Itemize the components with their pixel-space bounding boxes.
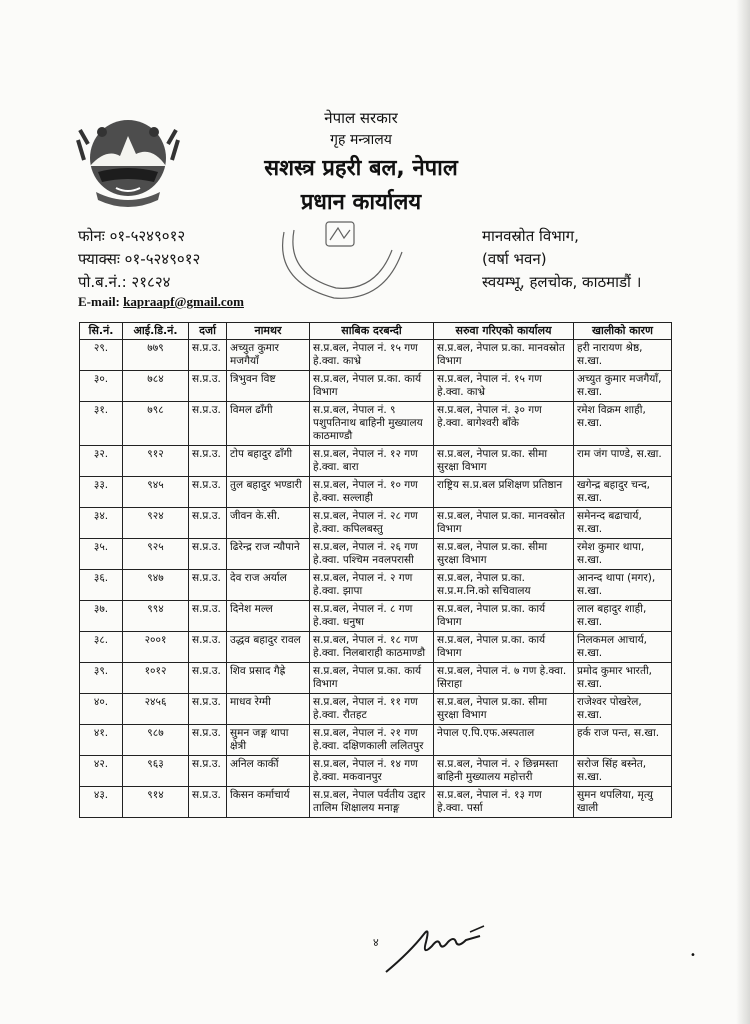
table-row [80, 756, 672, 787]
name-cell: टोप बहादुर ढाँगी [227, 446, 310, 477]
serial-cell: २९. [80, 340, 123, 371]
serial-cell: ४३. [80, 787, 123, 818]
vacancy-reason-cell: प्रमोद कुमार भारती, स.खा. [574, 663, 672, 694]
id-cell: ७९८ [123, 402, 189, 446]
column-header: दर्जा [189, 323, 227, 340]
transferred-office-cell: स.प्र.बल, नेपाल प्र.का. मानवस्रोत विभाग [434, 508, 574, 539]
table-row [80, 725, 672, 756]
vacancy-reason-cell: निलकमल आचार्य, स.खा. [574, 632, 672, 663]
previous-post-cell: स.प्र.बल, नेपाल नं. ९ पशुपतिनाथ बाहिनी मुख्यालय काठमाण्डौ [310, 402, 434, 446]
vacancy-reason-cell: लाल बहादुर शाही, स.खा. [574, 601, 672, 632]
transferred-office-cell: स.प्र.बल, नेपाल प्र.का. कार्य विभाग [434, 601, 574, 632]
name-cell: विमल ढाँगी [227, 402, 310, 446]
table-row [80, 508, 672, 539]
table-row [80, 539, 672, 570]
serial-cell: ३२. [80, 446, 123, 477]
previous-post-cell: स.प्र.बल, नेपाल प्र.का. कार्य विभाग [310, 663, 434, 694]
name-cell: जीवन के.सी. [227, 508, 310, 539]
id-cell: ९४५ [123, 477, 189, 508]
table-row [80, 340, 672, 371]
serial-cell: ३६. [80, 570, 123, 601]
id-cell: २००१ [123, 632, 189, 663]
previous-post-cell: स.प्र.बल, नेपाल नं. १८ गण हे.क्वा. निलबाराही काठमाण्डौ [310, 632, 434, 663]
serial-cell: ३७. [80, 601, 123, 632]
table-row [80, 446, 672, 477]
serial-cell: ३३. [80, 477, 123, 508]
table-row [80, 477, 672, 508]
transferred-office-cell: राष्ट्रिय स.प्र.बल प्रशिक्षण प्रतिष्ठान [434, 477, 574, 508]
name-cell: अच्युत कुमार मजगैयाँ [227, 340, 310, 371]
rank-cell: स.प्र.उ. [189, 371, 227, 402]
office-department: मानवस्रोत विभाग, [482, 227, 579, 245]
office-building: (वर्षा भवन) [482, 250, 547, 268]
id-cell: ९२४ [123, 508, 189, 539]
vacancy-reason-cell: राजेश्वर पोखरेल, स.खा. [574, 694, 672, 725]
email-label: E-mail: [78, 294, 120, 309]
vacancy-reason-cell: आनन्द थापा (मगर), स.खा. [574, 570, 672, 601]
header-line-government: नेपाल सरकार [324, 109, 398, 127]
column-header: खालीको कारण [574, 323, 672, 340]
office-stamp [264, 212, 414, 308]
id-cell: ९१४ [123, 787, 189, 818]
vacancy-reason-cell: रमेश विक्रम शाही, स.खा. [574, 402, 672, 446]
serial-cell: ४२. [80, 756, 123, 787]
previous-post-cell: स.प्र.बल, नेपाल नं. २ गण हे.क्वा. झापा [310, 570, 434, 601]
email-address[interactable]: kapraapf@gmail.com [123, 294, 244, 309]
column-header: साबिक दरबन्दी [310, 323, 434, 340]
column-header: नामथर [227, 323, 310, 340]
table-row [80, 663, 672, 694]
column-header: सि.नं. [80, 323, 123, 340]
name-cell: ढिरेन्द्र राज न्यौपाने [227, 539, 310, 570]
previous-post-cell: स.प्र.बल, नेपाल प्र.का. कार्य विभाग [310, 371, 434, 402]
id-cell: २४५६ [123, 694, 189, 725]
name-cell: तुल बहादुर भण्डारी [227, 477, 310, 508]
table-row [80, 632, 672, 663]
previous-post-cell: स.प्र.बल, नेपाल नं. २१ गण हे.क्वा. दक्षिणकाली ललितपुर [310, 725, 434, 756]
id-cell: ९२५ [123, 539, 189, 570]
previous-post-cell: स.प्र.बल, नेपाल नं. ८ गण हे.क्वा. धनुषा [310, 601, 434, 632]
rank-cell: स.प्र.उ. [189, 477, 227, 508]
transfer-table [79, 322, 672, 818]
fax-number: फ्याक्सः ०१-५२४९०१२ [78, 250, 201, 268]
name-cell: किसन कर्माचार्य [227, 787, 310, 818]
rank-cell: स.प्र.उ. [189, 402, 227, 446]
transferred-office-cell: स.प्र.बल, नेपाल प्र.का. स.प्र.म.नि.को सचिवालय [434, 570, 574, 601]
previous-post-cell: स.प्र.बल, नेपाल नं. १४ गण हे.क्वा. मकवानपुर [310, 756, 434, 787]
table-row [80, 694, 672, 725]
page-number: ४ [373, 936, 379, 949]
rank-cell: स.प्र.उ. [189, 340, 227, 371]
serial-cell: ३४. [80, 508, 123, 539]
rank-cell: स.प्र.उ. [189, 694, 227, 725]
transferred-office-cell: स.प्र.बल, नेपाल प्र.का. सीमा सुरक्षा विभाग [434, 446, 574, 477]
previous-post-cell: स.प्र.बल, नेपाल पर्वतीय उद्दार तालिम शिक्षालय मनाङ्ग [310, 787, 434, 818]
name-cell: देव राज अर्याल [227, 570, 310, 601]
scan-mark: • [690, 950, 696, 961]
header-line-ministry: गृह मन्त्रालय [330, 132, 392, 148]
id-cell: ७७९ [123, 340, 189, 371]
previous-post-cell: स.प्र.बल, नेपाल नं. १५ गण हे.क्वा. काभ्रे [310, 340, 434, 371]
rank-cell: स.प्र.उ. [189, 446, 227, 477]
po-box: पो.ब.नं.: २१८२४ [78, 273, 171, 291]
transferred-office-cell: स.प्र.बल, नेपाल नं. ३० गण हे.क्वा. बागेश्वरी बाँके [434, 402, 574, 446]
previous-post-cell: स.प्र.बल, नेपाल नं. ११ गण हे.क्वा. रौतहट [310, 694, 434, 725]
previous-post-cell: स.प्र.बल, नेपाल नं. १२ गण हे.क्वा. बारा [310, 446, 434, 477]
name-cell: अनिल कार्की [227, 756, 310, 787]
rank-cell: स.प्र.उ. [189, 787, 227, 818]
transferred-office-cell: स.प्र.बल, नेपाल नं. ७ गण हे.क्वा. सिराहा [434, 663, 574, 694]
transferred-office-cell: स.प्र.बल, नेपाल प्र.का. कार्य विभाग [434, 632, 574, 663]
rank-cell: स.प्र.उ. [189, 632, 227, 663]
id-cell: ९४७ [123, 570, 189, 601]
vacancy-reason-cell: राम जंग पाण्डे, स.खा. [574, 446, 672, 477]
table-body [80, 340, 672, 818]
vacancy-reason-cell: हरी नारायण श्रेष्ठ, स.खा. [574, 340, 672, 371]
signature [380, 912, 510, 982]
table-row [80, 601, 672, 632]
serial-cell: ३०. [80, 371, 123, 402]
id-cell: ७८४ [123, 371, 189, 402]
rank-cell: स.प्र.उ. [189, 508, 227, 539]
header-line-apf: सशस्त्र प्रहरी बल, नेपाल [264, 156, 458, 181]
transferred-office-cell: नेपाल ए.पि.एफ.अस्पताल [434, 725, 574, 756]
email-line [78, 294, 244, 310]
table-row [80, 402, 672, 446]
transferred-office-cell: स.प्र.बल, नेपाल प्र.का. सीमा सुरक्षा विभाग [434, 539, 574, 570]
id-cell: ९८७ [123, 725, 189, 756]
transferred-office-cell: स.प्र.बल, नेपाल प्र.का. सीमा सुरक्षा विभाग [434, 694, 574, 725]
serial-cell: ३५. [80, 539, 123, 570]
previous-post-cell: स.प्र.बल, नेपाल नं. २८ गण हे.क्वा. कपिलबस्तु [310, 508, 434, 539]
transferred-office-cell: स.प्र.बल, नेपाल नं. १५ गण हे.क्वा. काभ्रे [434, 371, 574, 402]
name-cell: दिनेश मल्ल [227, 601, 310, 632]
name-cell: सुमन जङ्ग थापा क्षेत्री [227, 725, 310, 756]
vacancy-reason-cell: सरोज सिंह बस्नेत, स.खा. [574, 756, 672, 787]
serial-cell: ३९. [80, 663, 123, 694]
phone-number: फोनः ०१-५२४९०१२ [78, 227, 186, 245]
transferred-office-cell: स.प्र.बल, नेपाल नं. २ छिन्नमस्ता बाहिनी मुख्यालय महोत्तरी [434, 756, 574, 787]
vacancy-reason-cell: सुमन थपलिया, मृत्यु खाली [574, 787, 672, 818]
rank-cell: स.प्र.उ. [189, 539, 227, 570]
column-header: आई.डि.नं. [123, 323, 189, 340]
rank-cell: स.प्र.उ. [189, 725, 227, 756]
name-cell: उद्धव बहादुर रावल [227, 632, 310, 663]
id-cell: ९१२ [123, 446, 189, 477]
rank-cell: स.प्र.उ. [189, 570, 227, 601]
transferred-office-cell: स.प्र.बल, नेपाल नं. १३ गण हे.क्वा. पर्सा [434, 787, 574, 818]
serial-cell: ४०. [80, 694, 123, 725]
scan-edge-shadow [736, 0, 750, 1024]
table-row [80, 570, 672, 601]
name-cell: शिव प्रसाद गैह्रे [227, 663, 310, 694]
office-address: स्वयम्भू, हलचोक, काठमाडौं । [482, 273, 642, 291]
vacancy-reason-cell: रमेश कुमार थापा, स.खा. [574, 539, 672, 570]
vacancy-reason-cell: समेनन्द बढाचार्य, स.खा. [574, 508, 672, 539]
previous-post-cell: स.प्र.बल, नेपाल नं. १० गण हे.क्वा. सल्लाही [310, 477, 434, 508]
previous-post-cell: स.प्र.बल, नेपाल नं. २६ गण हे.क्वा. पश्चिम नवलपरासी [310, 539, 434, 570]
rank-cell: स.प्र.उ. [189, 663, 227, 694]
vacancy-reason-cell: अच्युत कुमार मजगैयाँ, स.खा. [574, 371, 672, 402]
table-row [80, 371, 672, 402]
transferred-office-cell: स.प्र.बल, नेपाल प्र.का. मानवस्रोत विभाग [434, 340, 574, 371]
table-row [80, 787, 672, 818]
id-cell: ९६३ [123, 756, 189, 787]
id-cell: १०१२ [123, 663, 189, 694]
table-header-row [80, 323, 672, 340]
header-line-headquarters: प्रधान कार्यालय [300, 190, 422, 215]
serial-cell: ३१. [80, 402, 123, 446]
rank-cell: स.प्र.उ. [189, 601, 227, 632]
column-header: सरुवा गरिएको कार्यालय [434, 323, 574, 340]
vacancy-reason-cell: हर्क राज पन्त, स.खा. [574, 725, 672, 756]
serial-cell: ३८. [80, 632, 123, 663]
id-cell: ९९४ [123, 601, 189, 632]
vacancy-reason-cell: खगेन्द्र बहादुर चन्द, स.खा. [574, 477, 672, 508]
name-cell: त्रिभुवन विष्ट [227, 371, 310, 402]
serial-cell: ४१. [80, 725, 123, 756]
rank-cell: स.प्र.उ. [189, 756, 227, 787]
name-cell: माधव रेग्मी [227, 694, 310, 725]
